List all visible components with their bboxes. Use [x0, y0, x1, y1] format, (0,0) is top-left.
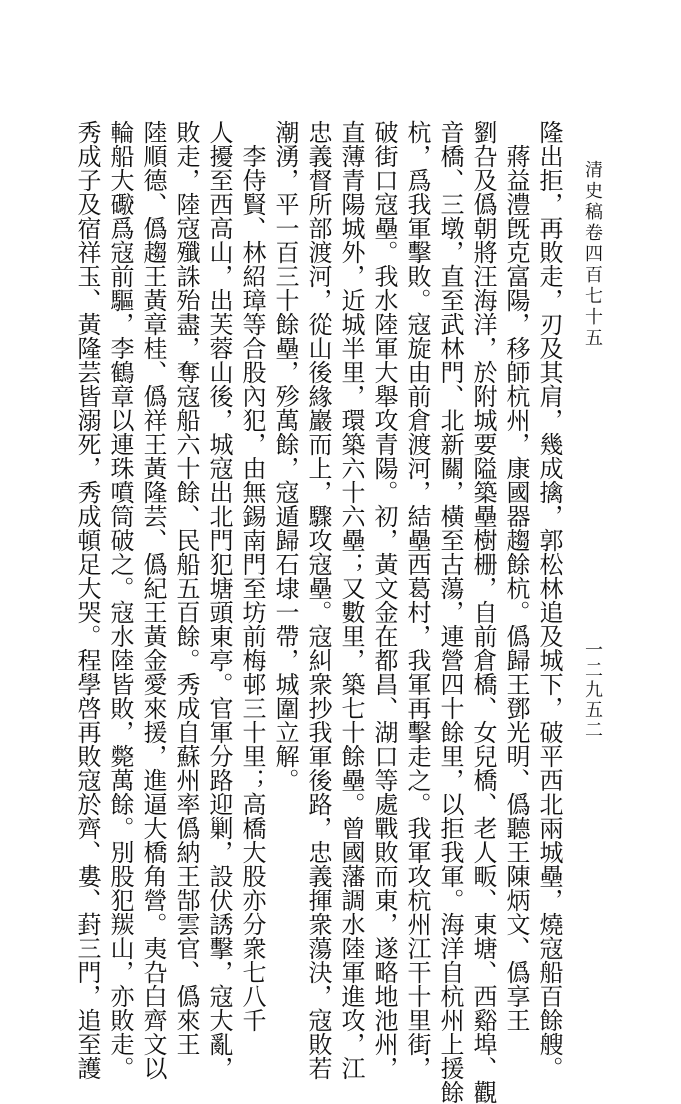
text-line: 秀成子及宿祥玉、黃隆芸皆溺死，秀成頓足大哭。程學啓再敗寇於齊、婁、葑三門，追至護 [73, 120, 101, 1080]
text-line: 蔣益澧旣克富陽，移師杭州，康國器趨餘杭。僞歸王鄧光明、僞聽王陳炳文、僞享王 [502, 144, 530, 1032]
text-line: 隆出拒，再敗走，刃及其肩，幾成擒，郭松林追及城下，破平西北兩城壘，燒寇船百餘艘。 [535, 120, 563, 1080]
text-line: 破街口寇壘。我水陸軍大舉攻青陽。初，黃文金在都昌、湖口等處戰敗而東，遂略地池州， [370, 120, 398, 1080]
body-text [73, 120, 565, 1104]
text-line: 音橋、三墩，直至武林門、北新關，橫至古蕩，連營四十餘里，以拒我軍。海洋自杭州上援餘 [436, 120, 464, 1104]
text-line: 直薄青陽城外，近城半里，環築六十六壘；又數里，築七十餘壘。曾國藩調水陸軍進攻，江 [337, 120, 365, 1080]
text-line: 忠義督所部渡河，從山後緣巖而上，驟攻寇壘。寇糾衆抄我軍後路，忠義揮衆蕩決，寇敗若 [304, 120, 332, 1080]
running-header-title: 清史稿卷四百七十五 [582, 160, 603, 349]
text-line: 輪船大礮爲寇前驅，李鶴章以連珠噴筒破之。寇水陸皆敗，斃萬餘。別股犯羰山，亦敗走。 [106, 120, 134, 1080]
page-number: 一二九五二 [582, 640, 603, 740]
text-line: 杭，爲我軍擊敗。寇旋由前倉渡河，結壘西葛村，我軍再擊走之。我軍攻杭州江干十里街， [403, 120, 431, 1080]
text-line: 潮湧，平一百三十餘壘，殄萬餘，寇遁歸石埭一帶，城圍立解。 [271, 120, 299, 792]
text-line: 劉叴及僞朝將汪海洋，於附城要隘築壘樹栅，自前倉橋、女兒橋、老人畈、東塘、西谿埠、觀 [469, 120, 497, 1104]
text-line: 敗走，陸寇殲誅殆盡，奪寇船六十餘、民船五百餘。秀成自蘇州率僞納王郜雲官、僞來王 [172, 120, 200, 1056]
text-line: 陸順德、僞趨王黃章桂、僞祥王黃隆芸、僞紀王黃金愛來援，進逼大橋角營。夷叴白齊文以 [139, 120, 167, 1080]
text-line: 李侍賢、林紹璋等合股內犯，由無錫南門至坊前梅邨三十里；高橋大股亦分衆七八千 [238, 144, 266, 1032]
text-line: 人擾至西高山，出芙蓉山後，城寇出北門犯塘頭東亭。官軍分路迎剿，設伏誘擊，寇大亂， [205, 120, 233, 1080]
